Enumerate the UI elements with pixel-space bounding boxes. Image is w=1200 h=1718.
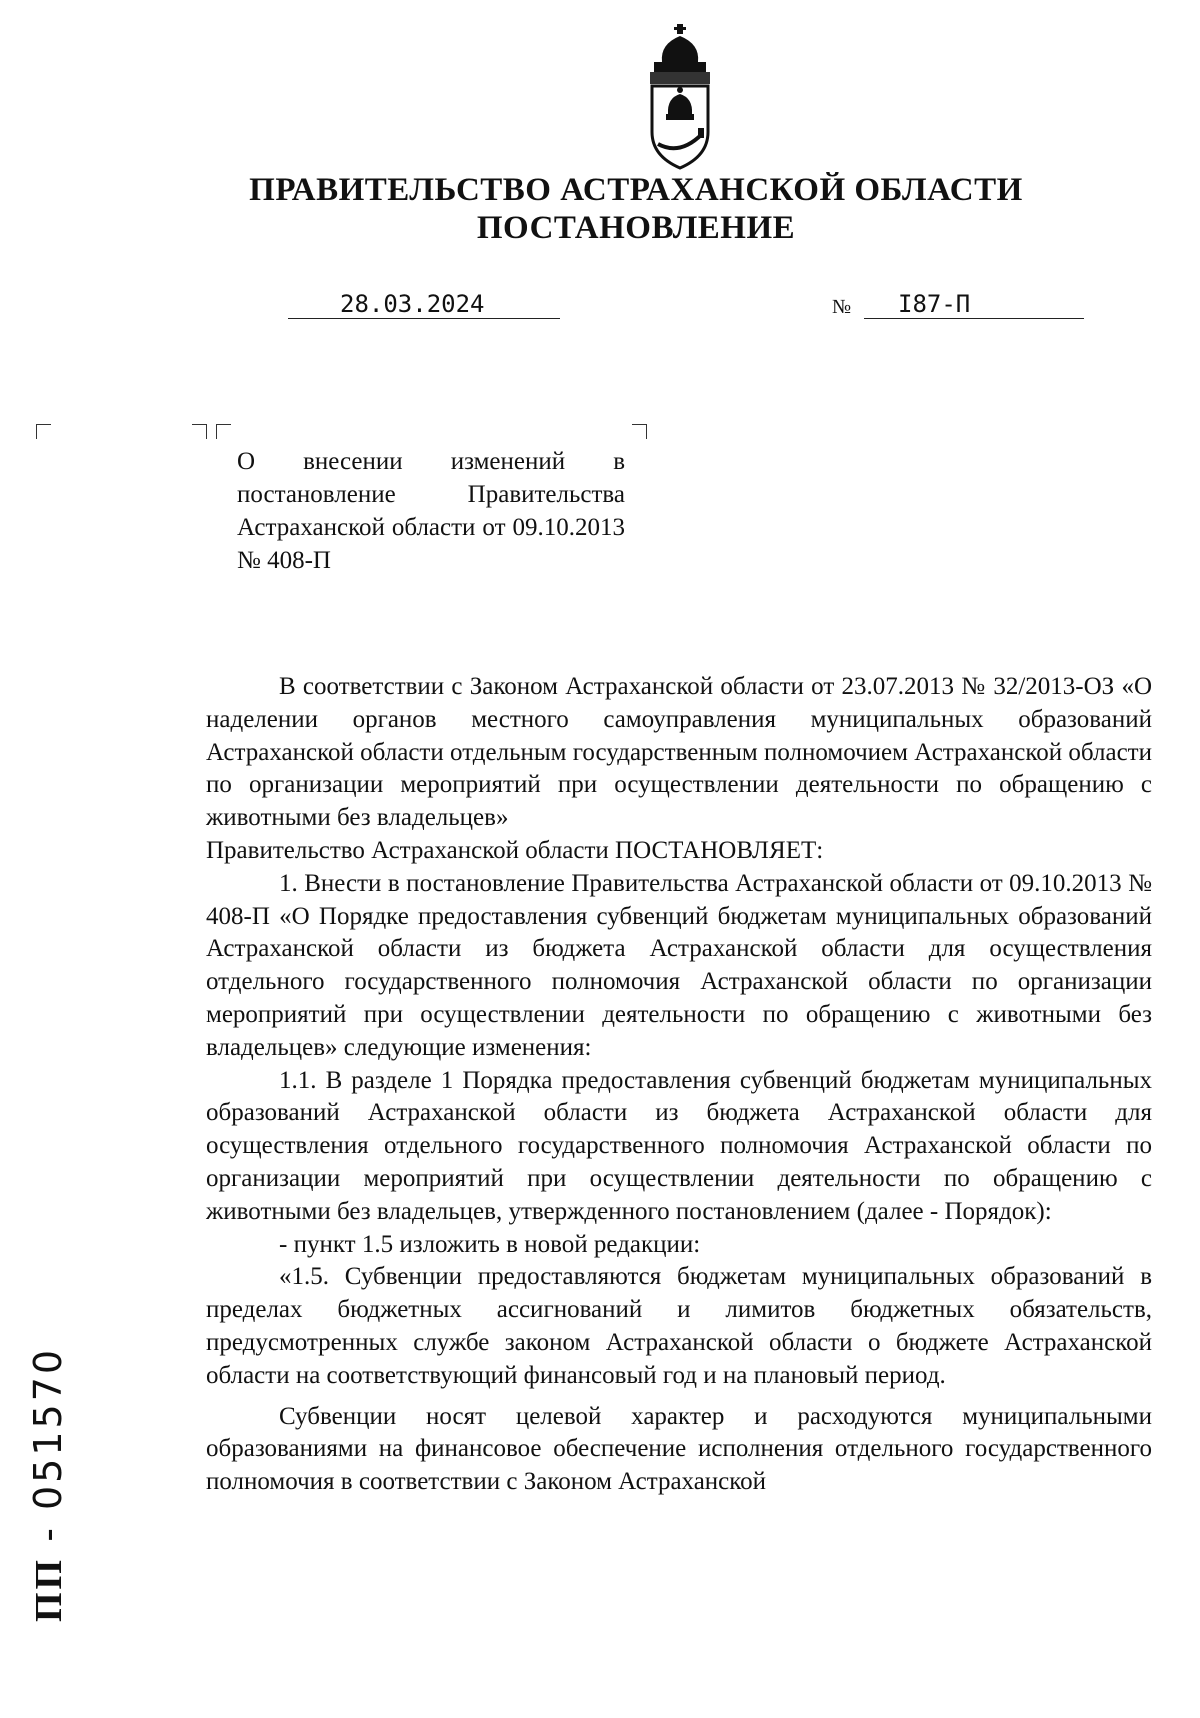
- document-type: ПОСТАНОВЛЕНИЕ: [476, 210, 796, 246]
- subject-text: О внесении изменений в постановление Правительства Астраханской области от 09.10.2013 № 408-П: [237, 448, 625, 574]
- document-number: I87-П: [898, 290, 971, 318]
- corner-mark: [216, 424, 231, 439]
- side-code-digits: - 051570: [26, 1346, 70, 1557]
- date-underline: [288, 318, 560, 319]
- bullet-line: - пункт 1.5 изложить в новой редакции:: [279, 1230, 701, 1258]
- corner-mark: [632, 424, 647, 439]
- side-registration-code: [26, 1347, 71, 1622]
- quote-paragraph-1: «1.5. Субвенции предоставляются бюджетам муниципальных образований в пределах бюджетных ассигнований и лимитов бюджетных обязательств, предусмотренных службе законом Астраханской области о бюджете Астраханской области на соответствующий финансовый год и на плановый период.: [206, 1263, 1152, 1389]
- item-1-1: 1.1. В разделе 1 Порядка предоставления субвенций бюджетам муниципальных образований Астраханской области из бюджета Астраханской области для осуществления отдельного государственного полномочия Астраханской области по организации мероприятий при осуществлении деятельности по обращению с животными без владельцев, утвержденного постановлением (далее - Порядок):: [206, 1066, 1152, 1225]
- number-underline: [864, 318, 1084, 319]
- corner-mark: [192, 424, 207, 439]
- document-date: 28.03.2024: [340, 290, 485, 318]
- document-body: [206, 671, 1152, 1499]
- government-title: ПРАВИТЕЛЬСТВО АСТРАХАНСКОЙ ОБЛАСТИ: [249, 172, 1023, 208]
- item-1: 1. Внести в постановление Правительства Астраханской области от 09.10.2013 № 408-П «О Порядке предоставления субвенций бюджетам муниципальных образований Астраханской области из бюджета Астраханской области для осуществления отдельного государственного полномочия Астраханской области по организации мероприятий при осуществлении деятельности по обращению с животными без владельцев» следующие изменения:: [206, 869, 1152, 1061]
- side-code-prefix: ПП: [28, 1556, 70, 1622]
- coat-of-arms-icon: [640, 22, 720, 172]
- quote-paragraph-2: Субвенции носят целевой характер и расходуются муниципальными образованиями на финансовое обеспечение исполнения отдельного государственного полномочия в соответствии с Законом Астраханской: [206, 1402, 1152, 1496]
- resolves-line: Правительство Астраханской области ПОСТАНОВЛЯЕТ:: [206, 836, 824, 864]
- corner-mark: [36, 424, 51, 439]
- preamble-paragraph: В соответствии с Законом Астраханской области от 23.07.2013 № 32/2013-ОЗ «О наделении органов местного самоуправления муниципальных образований Астраханской области отдельным государственным полномочием Астраханской области по организации мероприятий при осуществлении деятельности по обращению с животными без владельцев»: [206, 673, 1152, 832]
- document-subject: [237, 445, 625, 577]
- number-sign: №: [832, 296, 852, 318]
